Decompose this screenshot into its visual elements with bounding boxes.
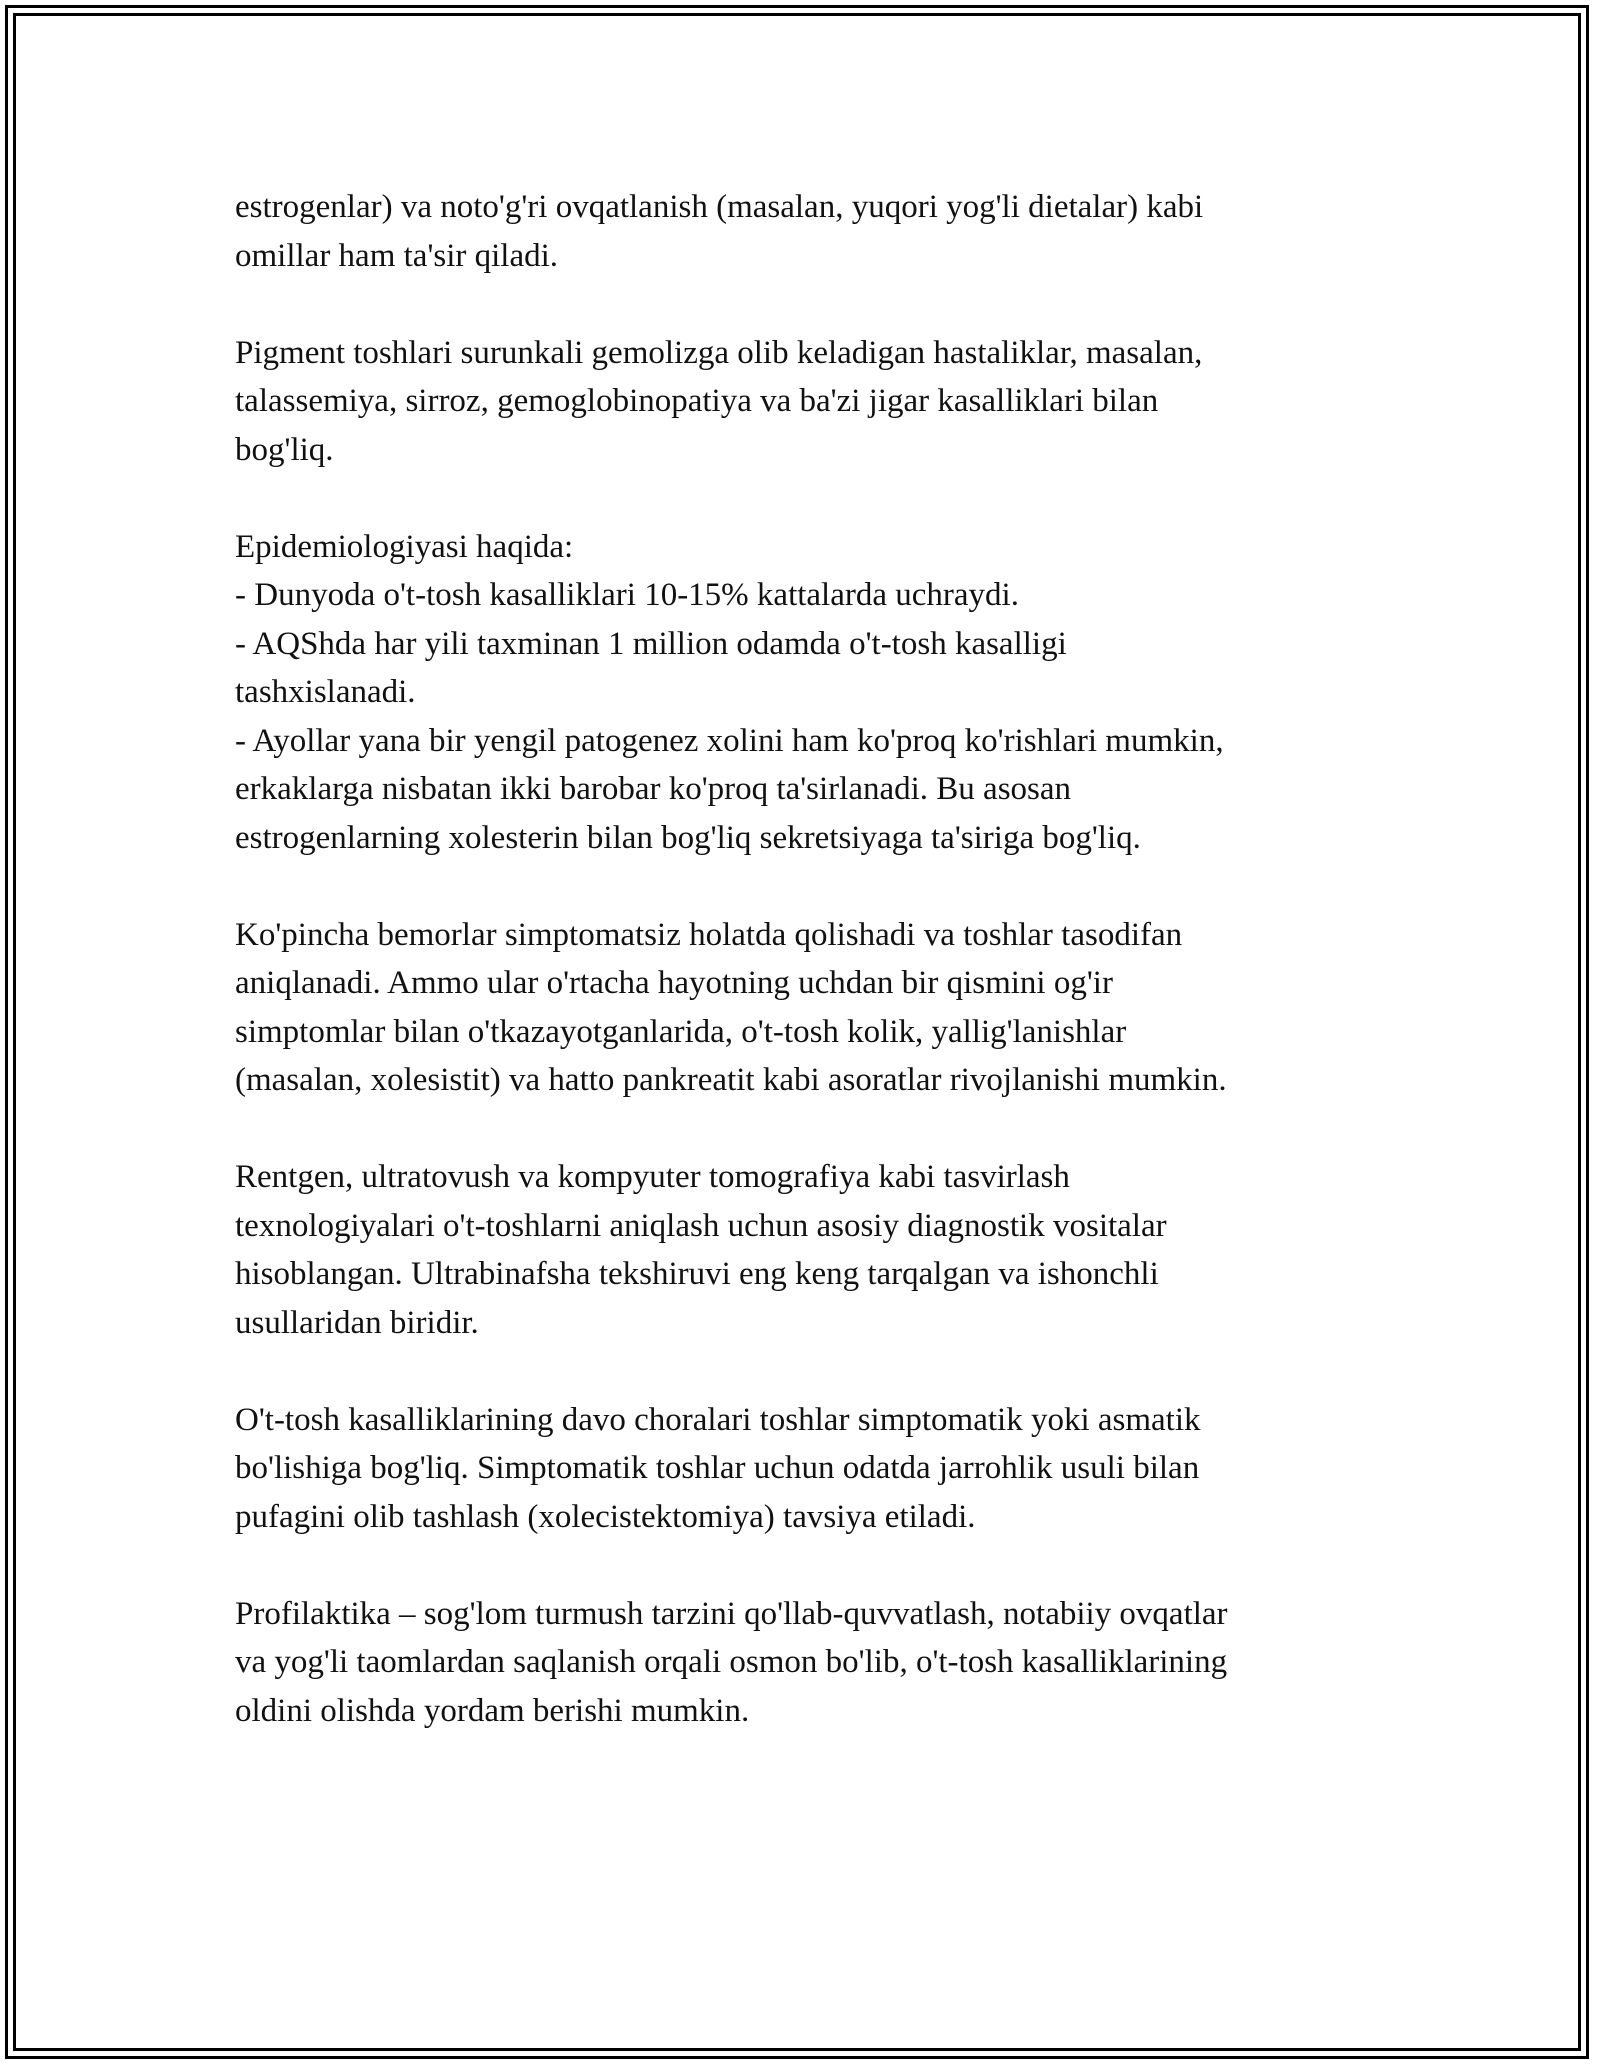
- text-line: aniqlanadi. Ammo ular o'rtacha hayotning uchdan bir qismini og'ir: [235, 965, 1113, 1001]
- list-item: - AQShda har yili taxminan 1 million odamda o't-tosh kasalligi: [235, 625, 1067, 662]
- list-item: - Ayollar yana bir yengil patogenez xolini ham ko'proq ko'rishlari mumkin,: [235, 722, 1224, 759]
- document-body: [235, 183, 1365, 1735]
- text-line: erkaklarga nisbatan ikki barobar ko'proq ta'sirlanadi. Bu asosan: [235, 771, 1072, 807]
- text-line: usullaridan biridir.: [235, 1304, 479, 1341]
- text-line: oldini olishda yordam berishi mumkin.: [235, 1692, 750, 1729]
- text-line: pufagini olib tashlash (xolecistektomiya) tavsiya etiladi.: [235, 1498, 976, 1535]
- text-line: talassemiya, sirroz, gemoglobinopatiya va ba'zi jigar kasalliklari bilan: [235, 383, 1159, 419]
- text-line: Pigment toshlari surunkali gemolizga olib keladigan hastaliklar, masalan,: [235, 334, 1203, 371]
- paragraph-treatment: [235, 1396, 1365, 1542]
- list-item: - Dunyoda o't-tosh kasalliklari 10-15% kattalarda uchraydi.: [235, 577, 1019, 613]
- paragraph-risk-factors: [235, 183, 1365, 280]
- text-line: bog'liq.: [235, 431, 334, 468]
- text-line: omillar ham ta'sir qiladi.: [235, 237, 559, 274]
- text-line: bo'lishiga bog'liq. Simptomatik toshlar uchun odatda jarrohlik usuli bilan: [235, 1450, 1200, 1486]
- paragraph-pigment-stones: [235, 329, 1365, 475]
- text-line: Rentgen, ultratovush va kompyuter tomografiya kabi tasvirlash: [235, 1159, 1070, 1195]
- paragraph-prevention: [235, 1590, 1365, 1736]
- text-line: simptomlar bilan o'tkazayotganlarida, o't-tosh kolik, yallig'lanishlar: [235, 1013, 1127, 1050]
- text-line: Profilaktika – sog'lom turmush tarzini qo'llab-quvvatlash, notabiiy ovqatlar: [235, 1595, 1228, 1632]
- text-line: Ko'pincha bemorlar simptomatsiz holatda qolishadi va toshlar tasodifan: [235, 916, 1183, 953]
- text-line: O't-tosh kasalliklarining davo choralari toshlar simptomatik yoki asmatik: [235, 1401, 1201, 1438]
- text-line: va yog'li taomlardan saqlanish orqali osmon bo'lib, o't-tosh kasalliklarining: [235, 1644, 1228, 1680]
- paragraph-diagnostics: [235, 1153, 1365, 1347]
- paragraph-symptoms: [235, 911, 1365, 1105]
- text-line: hisoblangan. Ultrabinafsha tekshiruvi eng keng tarqalgan va ishonchli: [235, 1256, 1159, 1292]
- text-line: (masalan, xolesistit) va hatto pankreatit kabi asoratlar rivojlanishi mumkin.: [235, 1062, 1227, 1098]
- text-line: texnologiyalari o't-toshlarni aniqlash uchun asosiy diagnostik vositalar: [235, 1207, 1167, 1244]
- text-line: estrogenlar) va noto'g'ri ovqatlanish (masalan, yuqori yog'li dietalar) kabi: [235, 189, 1204, 225]
- text-line: tashxislanadi.: [235, 674, 416, 710]
- text-line: estrogenlarning xolesterin bilan bog'liq sekretsiyaga ta'siriga bog'liq.: [235, 819, 1141, 856]
- text-line: Epidemiologiyasi haqida:: [235, 528, 574, 565]
- paragraph-epidemiology: [235, 523, 1365, 863]
